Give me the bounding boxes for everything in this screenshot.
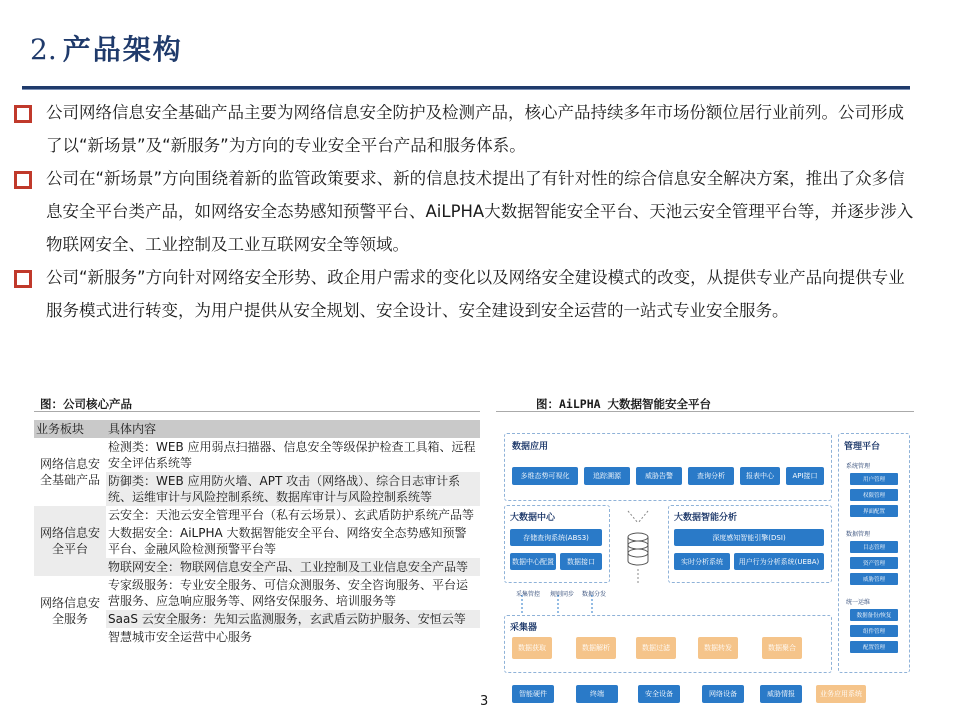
data-app-item: 多维态势可视化 — [512, 467, 578, 485]
bullet-text: 公司“新服务”方向针对网络安全形势、政企用户需求的变化以及网络安全建设模式的改变，从提供专业产品向提供专业服务模式进行转变，为用户提供从安全规划、安全设计、安全建设到安全运营的一站式专业安全服务。 — [46, 268, 905, 320]
intelligent-analysis-item: 深度感知智能引擎(DSI) — [674, 529, 824, 546]
bullet-list — [14, 96, 914, 327]
table-cell: 大数据安全：AiLPHA 大数据智能安全平台、网络安全态势感知预警平台、金融风险检测预警平台等 — [108, 526, 467, 556]
table-category-cell: 网络信息安全基础产品 — [39, 457, 100, 487]
bullet-text: 公司在“新场景”方向围绕着新的监管政策要求、新的信息技术提出了有针对性的综合信息安全解决方案，推出了众多信息安全平台类产品，如网络安全态势感知预警平台、AiLPHA大数据智能安全平台、天池云安全管理平台等，并逐步涉入物联网安全、工业控制及工业互联网安全等领域。 — [46, 169, 914, 254]
table-category-cell: 网络信息安全服务 — [39, 596, 100, 626]
flow-label: 规则同步 — [550, 591, 575, 598]
caption-rule-left — [34, 411, 480, 412]
mgmt-item: 界面配置 — [850, 505, 898, 517]
data-app-item: 威胁告警 — [636, 467, 682, 485]
intelligent-analysis-label: 大数据智能分析 — [674, 513, 738, 523]
section-title: 产品架构 — [62, 33, 183, 66]
database-icon — [618, 507, 658, 585]
mgmt-item: 威胁管理 — [850, 573, 898, 585]
mgmt-group-label: 数据管理 — [846, 531, 871, 538]
intelligent-analysis-item: 实时分析系统 — [674, 553, 730, 570]
mgmt-item: 配置管理 — [850, 641, 898, 653]
big-data-center-item: 存储查询系统(ABS3) — [510, 529, 602, 546]
title-rule-thin — [22, 89, 910, 90]
bullet-item — [14, 162, 914, 261]
source-item: 网络设备 — [702, 685, 744, 703]
source-item: 智能硬件 — [512, 685, 554, 703]
big-data-center-item: 数据中心配置 — [510, 553, 556, 570]
table-category-cell: 网络信息安全平台 — [34, 506, 106, 576]
caption-rule-right — [496, 411, 914, 412]
flow-label: 采集管控 — [516, 591, 541, 598]
page-title — [30, 28, 183, 68]
data-app-item: 报表中心 — [740, 467, 780, 485]
data-app-item: API接口 — [786, 467, 824, 485]
mgmt-label: 管理平台 — [844, 442, 881, 452]
page-number: 3 — [480, 694, 489, 709]
bullet-item — [14, 96, 914, 162]
collector-label: 采集器 — [510, 623, 538, 633]
bullet-text: 公司网络信息安全基础产品主要为网络信息安全防护及检测产品，核心产品持续多年市场份额位居行业前列。公司形成了以“新场景”及“新服务”为方向的专业安全平台产品和服务体系。 — [46, 103, 904, 155]
table-header-cell: 业务板块 — [34, 420, 106, 438]
source-item: 终端 — [576, 685, 618, 703]
table-cell: 物联网安全：物联网信息安全产品、工业控制及工业信息安全产品等 — [106, 558, 480, 576]
table-cell: 智慧城市安全运营中心服务 — [108, 630, 253, 644]
source-item: 威胁情报 — [760, 685, 802, 703]
table-cell: SaaS 云安全服务：先知云监测服务，玄武盾云防护服务、安恒云等 — [106, 610, 480, 628]
table-header-cell: 具体内容 — [106, 420, 480, 438]
mgmt-item: 目志管理 — [850, 541, 898, 553]
core-products-table — [34, 420, 480, 646]
bullet-item — [14, 261, 914, 327]
data-app-item: 查询分析 — [688, 467, 734, 485]
data-app-label: 数据应用 — [512, 442, 549, 452]
mgmt-item: 权限管理 — [850, 489, 898, 501]
source-item: 业务应用系统 — [816, 685, 866, 703]
mgmt-group-label: 统一运维 — [846, 599, 871, 606]
table-row — [34, 438, 480, 472]
bullet-square-icon — [14, 171, 32, 189]
collector-item: 数据解析 — [576, 637, 616, 659]
table-cell: 防御类：WEB 应用防火墙、APT 攻击（网络战）、综合日志审计系统、运维审计与风险控制系统、数据库审计与风险控制系统等 — [106, 472, 480, 506]
collector-item: 数据聚合 — [762, 637, 802, 659]
table-row — [34, 506, 480, 524]
table-cell: 检测类：WEB 应用弱点扫描器、信息安全等级保护检查工具箱、远程安全评估系统等 — [108, 440, 476, 470]
figure-caption-right: 图：AiLPHA 大数据智能安全平台 — [536, 397, 711, 411]
mgmt-group-label: 系统管理 — [846, 463, 871, 470]
intelligent-analysis-item: 用户行为分析系统(UEBA) — [734, 553, 824, 570]
bullet-square-icon — [14, 105, 32, 123]
mgmt-item: 资产管理 — [850, 557, 898, 569]
table-row — [34, 576, 480, 610]
big-data-center-item: 数据接口 — [560, 553, 602, 570]
flow-label: 数据分发 — [582, 591, 607, 598]
table-cell: 专家级服务：专业安全服务、可信众测服务、安全咨询服务、平台运营服务、应急响应服务等、网络安保服务、培训服务等 — [108, 578, 469, 608]
table-header-row — [34, 420, 480, 438]
section-number: 2. — [30, 33, 57, 66]
source-item: 安全设备 — [638, 685, 680, 703]
ailpha-architecture-diagram — [496, 423, 914, 715]
flow-arrows-icon — [510, 585, 620, 615]
table-cell: 云安全：天池云安全管理平台（私有云场景）、玄武盾防护系统产品等 — [108, 508, 475, 522]
mgmt-item: 用户管理 — [850, 473, 898, 485]
figure-caption-left: 图：公司核心产品 — [40, 397, 132, 411]
mgmt-item: 组件管理 — [850, 625, 898, 637]
mgmt-item: 数据备份/恢复 — [850, 609, 898, 621]
collector-item: 数据获取 — [512, 637, 552, 659]
collector-item: 数据过滤 — [636, 637, 676, 659]
bullet-square-icon — [14, 270, 32, 288]
big-data-center-label: 大数据中心 — [510, 513, 556, 523]
data-app-item: 追踪溯源 — [584, 467, 630, 485]
collector-item: 数据转发 — [698, 637, 738, 659]
